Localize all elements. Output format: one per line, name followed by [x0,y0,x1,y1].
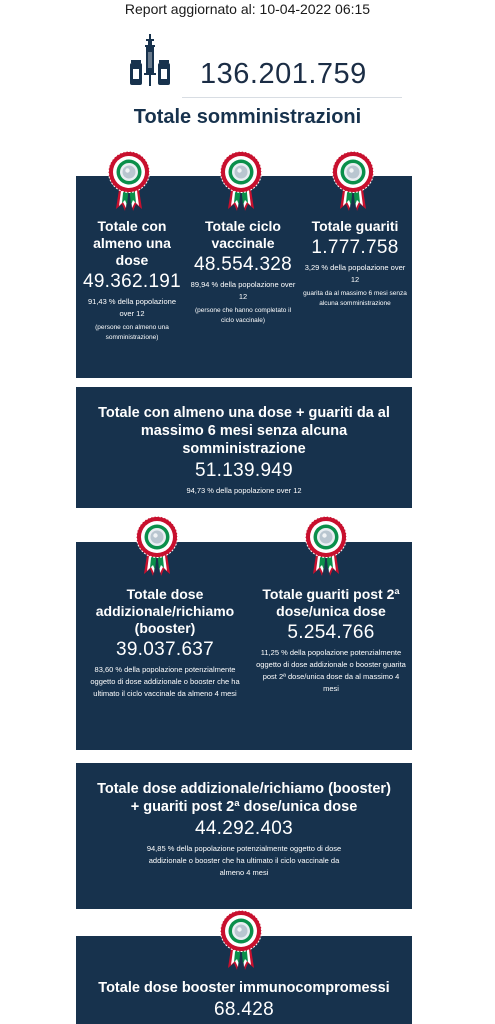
booster-plus-recovered-title: Totale dose addizionale/richiamo (booster) + guariti post 2ª dose/unica dose [97,781,391,815]
booster-card [90,586,240,700]
immunocompromised-title: Totale dose booster immunocompromessi [98,980,390,996]
booster-percent: 83,60 % della popolazione potenzialmente oggetto di dose addizionale o booster che ha ultimato il ciclo vaccinale da almeno 4 mesi [90,665,240,698]
at-least-one-dose-percent: 91,43 % della popolazione over 12 [88,297,176,318]
full-cycle-percent: 89,94 % della popolazione over 12 [190,280,296,301]
tricolor-rosette-icon [135,516,179,578]
dose-plus-recovered-card [76,404,412,497]
full-cycle-title: Totale ciclo vaccinale [205,218,281,251]
at-least-one-dose-number: 49.362.191 [82,271,182,292]
recovered-post-dose-percent: 11,25 % della popolazione potenzialmente oggetto di dose addizionale o booster guarita post 2ª dose/unica dose da al massimo 4 mesi [256,648,406,693]
tricolor-rosette-icon [219,910,263,972]
recovered-note: guarita da al massimo 6 mesi senza alcuna somministrazione [303,290,407,307]
at-least-one-dose-note: (persone con almeno una somministrazione) [95,324,169,341]
report-date: 10-04-2022 06:15 [259,1,371,17]
syringe-vials-icon [128,34,176,93]
total-administrations-label: Totale somministrazioni [133,106,362,128]
total-administrations-number: 136.201.759 [200,58,367,90]
booster-plus-recovered-card [76,780,412,879]
immunocompromised-card [76,979,412,1021]
dose-plus-recovered-title: Totale con almeno una dose + guariti da al massimo 6 mesi senza alcuna somministrazione [98,405,390,457]
divider [182,97,402,98]
full-cycle-number: 48.554.328 [193,254,293,275]
at-least-one-dose-card [80,218,184,343]
report-updated [0,1,495,17]
booster-plus-recovered-number: 44.292.403 [194,818,294,839]
tricolor-rosette-icon [219,151,263,213]
immunocompromised-number: 68.428 [214,999,274,1020]
recovered-title: Totale guariti [311,218,399,234]
booster-title: Totale dose addizionale/richiamo (booster) [95,586,235,636]
dose-plus-recovered-number: 51.139.949 [194,460,294,481]
recovered-number: 1.777.758 [311,237,399,258]
booster-number: 39.037.637 [115,639,215,660]
booster-plus-recovered-percent: 94,85 % della popolazione potenzialmente oggetto di dose addizionale o booster che ha ultimato il ciclo vaccinale da almeno 4 mesi [146,844,342,877]
full-cycle-card [190,218,296,326]
full-cycle-note: (persone che hanno completato il ciclo vaccinale) [194,307,292,324]
tricolor-rosette-icon [304,516,348,578]
panel-booster-plus-recovered [76,763,412,909]
panel-booster [76,542,412,750]
recovered-post-dose-title: Totale guariti post 2ª dose/unica dose [262,586,400,619]
panel-dose-plus-recovered [76,387,412,508]
recovered-percent: 3,29 % della popolazione over 12 [304,263,406,284]
recovered-post-dose-card [256,586,406,695]
report-prefix: Report aggiornato al: [124,1,256,17]
recovered-card [302,218,408,309]
dose-plus-recovered-percent: 94,73 % della popolazione over 12 [186,486,302,495]
recovered-post-dose-number: 5.254.766 [287,622,375,643]
at-least-one-dose-title: Totale con almeno una dose [93,218,171,268]
tricolor-rosette-icon [331,151,375,213]
tricolor-rosette-icon [107,151,151,213]
